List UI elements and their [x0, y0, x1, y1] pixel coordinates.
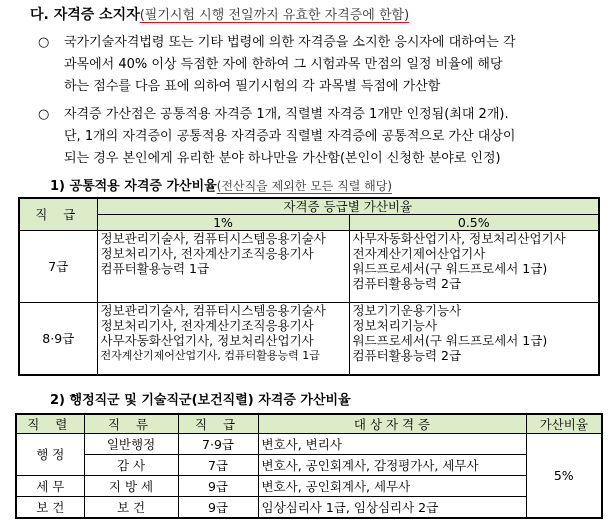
bullet-circle-icon: ○ — [38, 35, 50, 50]
cert-line: 전자계산기제어산업기사 — [352, 246, 486, 261]
header-ratio: 자격증 등급별 가산비율 — [97, 198, 599, 215]
bullet-line: 되는 경우 본인에게 유리한 분야 하나만을 가산함(본인이 신청한 분야로 인정) — [64, 151, 501, 166]
bullet-line: 자격증 가산점은 공통적용 자격증 1개, 직렬별 자격증 1개만 인정됨(최대 2개). — [64, 107, 509, 122]
kind-cell: 보 건 — [84, 497, 178, 519]
kind-cell: 감 사 — [84, 455, 178, 476]
cert-line: 정보기기운용기능사 — [352, 303, 462, 318]
cert-line: 사무자동화산업기사, 정보처리산업기사 — [100, 333, 314, 348]
table-row — [16, 455, 602, 476]
header-1pct: 1% — [97, 215, 349, 231]
cert-line: 정보처리기사, 전자계산기조직응용기사 — [100, 318, 314, 333]
certs-cell: 변호사, 공인회계사, 세무사 — [258, 476, 526, 497]
cert-cell-1pct — [97, 231, 349, 303]
bullet-line: 단, 1개의 자격증이 공통적용 자격증과 직렬별 자격증에 공통적으로 가산 대상이 — [64, 129, 516, 144]
grade-cell: 7급 — [19, 231, 97, 303]
cert-line: 정보관리기술사, 컴퓨터시스템응용기술사 — [100, 231, 326, 246]
certs-cell: 변호사, 공인회계사, 감정평가사, 세무사 — [258, 455, 526, 476]
table1-title: 1) 공통적용 자격증 가산비율 — [50, 179, 217, 194]
table-row — [19, 303, 599, 375]
header-certs: 대 상 자 격 증 — [258, 414, 526, 434]
table-row — [19, 231, 599, 303]
grade-cell: 9급 — [178, 497, 258, 519]
table-row — [16, 434, 602, 455]
cert-line: 정보처리기사, 전자계산기조직응용기사 — [100, 246, 314, 261]
header-series: 직 렬 — [16, 414, 84, 434]
bullet-item — [38, 104, 608, 170]
series-cert-table — [15, 413, 603, 519]
cert-line: 정보관리기술사, 컴퓨터시스템응용기술사 — [100, 303, 326, 318]
cert-line: 전자계산기제어산업기사, 컴퓨터활용능력 1급 — [100, 349, 320, 362]
table2-title: 2) 행정직군 및 기술직군(보건직렬) 자격증 가산비율 — [50, 393, 351, 408]
header-kind: 직 류 — [84, 414, 178, 434]
series-cell: 보 건 — [16, 497, 84, 519]
common-cert-table — [18, 197, 600, 376]
table-row — [16, 476, 602, 497]
grade-cell: 7·9급 — [178, 434, 258, 455]
cert-cell-05pct — [349, 303, 599, 375]
header-grade: 직 급 — [178, 414, 258, 434]
bullet-item — [38, 32, 608, 98]
cert-line: 컴퓨터활용능력 1급 — [100, 261, 210, 276]
table2-heading — [50, 391, 351, 411]
kind-cell: 일반행정 — [84, 434, 178, 455]
section-note: (필기시험 시행 전일까지 유효한 자격증에 한함) — [139, 8, 410, 23]
cert-line: 워드프로세서(구 워드프로세서 1급) — [352, 261, 548, 276]
bullet-line: 과목에서 40% 이상 득점한 자에 한하여 그 시험과목 만점의 일정 비율에 해당 — [64, 57, 503, 72]
series-cell: 세 무 — [16, 476, 84, 497]
ratio-cell: 5% — [526, 434, 602, 519]
section-heading — [30, 4, 409, 26]
bullet-line: 하는 점수를 다음 표에 의하여 필기시험의 각 과목별 득점에 가산함 — [64, 79, 441, 94]
grade-cell: 9급 — [178, 476, 258, 497]
certs-cell: 임상심리사 1급, 임상심리사 2급 — [258, 497, 526, 519]
cert-line: 컴퓨터활용능력 2급 — [352, 348, 462, 363]
grade-cell: 8·9급 — [19, 303, 97, 375]
kind-cell: 지 방 세 — [84, 476, 178, 497]
table1-heading — [50, 176, 392, 196]
series-cell: 행 정 — [16, 434, 84, 476]
grade-cell: 7급 — [178, 455, 258, 476]
cert-cell-05pct — [349, 231, 599, 303]
header-grade: 직 급 — [19, 198, 97, 231]
header-ratio: 가산비율 — [526, 414, 602, 434]
cert-line: 컴퓨터활용능력 2급 — [352, 276, 462, 291]
certs-cell: 변호사, 변리사 — [258, 434, 526, 455]
table-row — [16, 497, 602, 519]
section-title: 다. 자격증 소지자 — [30, 7, 140, 23]
cert-line: 정보처리기능사 — [352, 318, 438, 333]
bullet-circle-icon: ○ — [38, 107, 50, 122]
bullet-line: 국가기술자격법령 또는 기타 법령에 의한 자격증을 소지한 응시자에 대하여는 각 — [64, 35, 516, 50]
header-05pct: 0.5% — [349, 215, 599, 231]
cert-line: 사무자동화산업기사, 정보처리산업기사 — [352, 231, 566, 246]
cert-cell-1pct — [97, 303, 349, 375]
cert-line: 워드프로세서(구 워드프로세서 1급) — [352, 333, 548, 348]
table1-note: (전산직을 제외한 모든 직렬 해당) — [216, 179, 393, 193]
